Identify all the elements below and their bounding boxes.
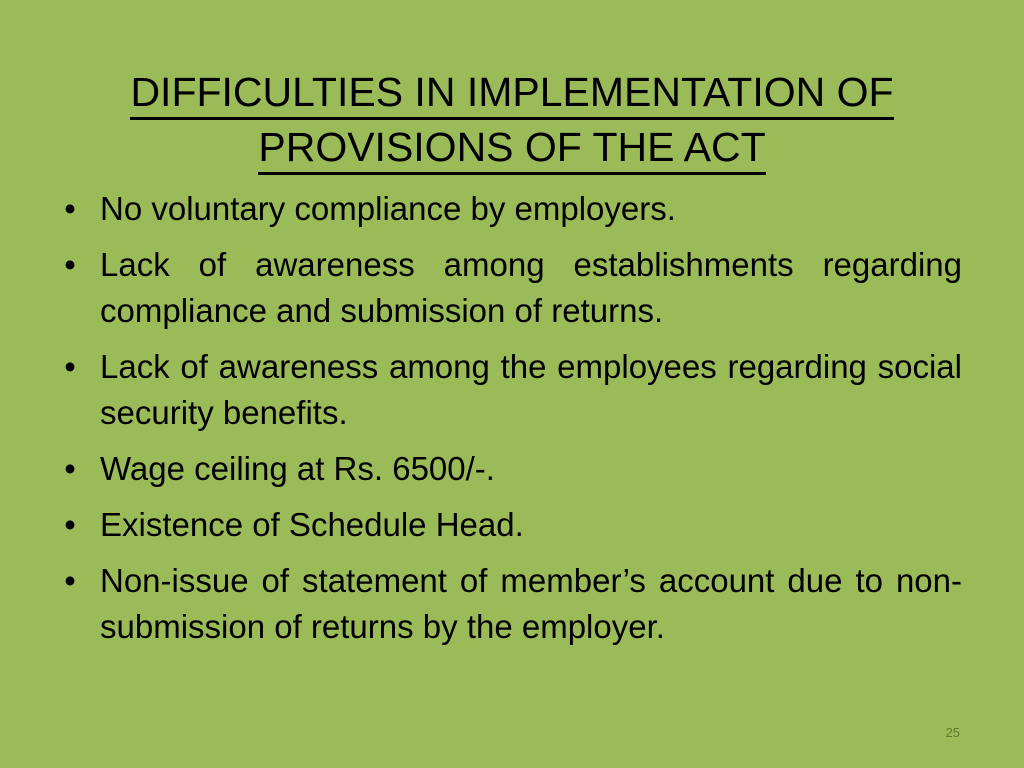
slide-title [40, 65, 984, 175]
list-item [60, 446, 962, 492]
bullet-text: Lack of awareness among establishments regarding compliance and submission of returns. [100, 246, 962, 329]
list-item [60, 502, 962, 548]
page-number: 25 [945, 725, 960, 740]
bullet-icon: • [64, 190, 76, 227]
bullet-icon: • [64, 506, 76, 543]
bullet-icon: • [64, 562, 76, 599]
list-item [60, 242, 962, 334]
title-line-1: DIFFICULTIES IN IMPLEMENTATION OF [130, 67, 893, 120]
bullet-text: No voluntary compliance by employers. [100, 190, 676, 227]
bullet-text: Existence of Schedule Head. [100, 506, 524, 543]
bullet-text: Non-issue of statement of member’s account due to non-submission of returns by the employer. [100, 562, 962, 645]
bullet-icon: • [64, 348, 76, 385]
bullet-text: Wage ceiling at Rs. 6500/-. [100, 450, 495, 487]
list-item [60, 558, 962, 650]
bullet-icon: • [64, 450, 76, 487]
bullet-icon: • [64, 246, 76, 283]
list-item [60, 186, 962, 232]
list-item [60, 344, 962, 436]
bullet-text: Lack of awareness among the employees regarding social security benefits. [100, 348, 962, 431]
bullet-list [60, 186, 962, 660]
title-line-2: PROVISIONS OF THE ACT [258, 122, 765, 175]
